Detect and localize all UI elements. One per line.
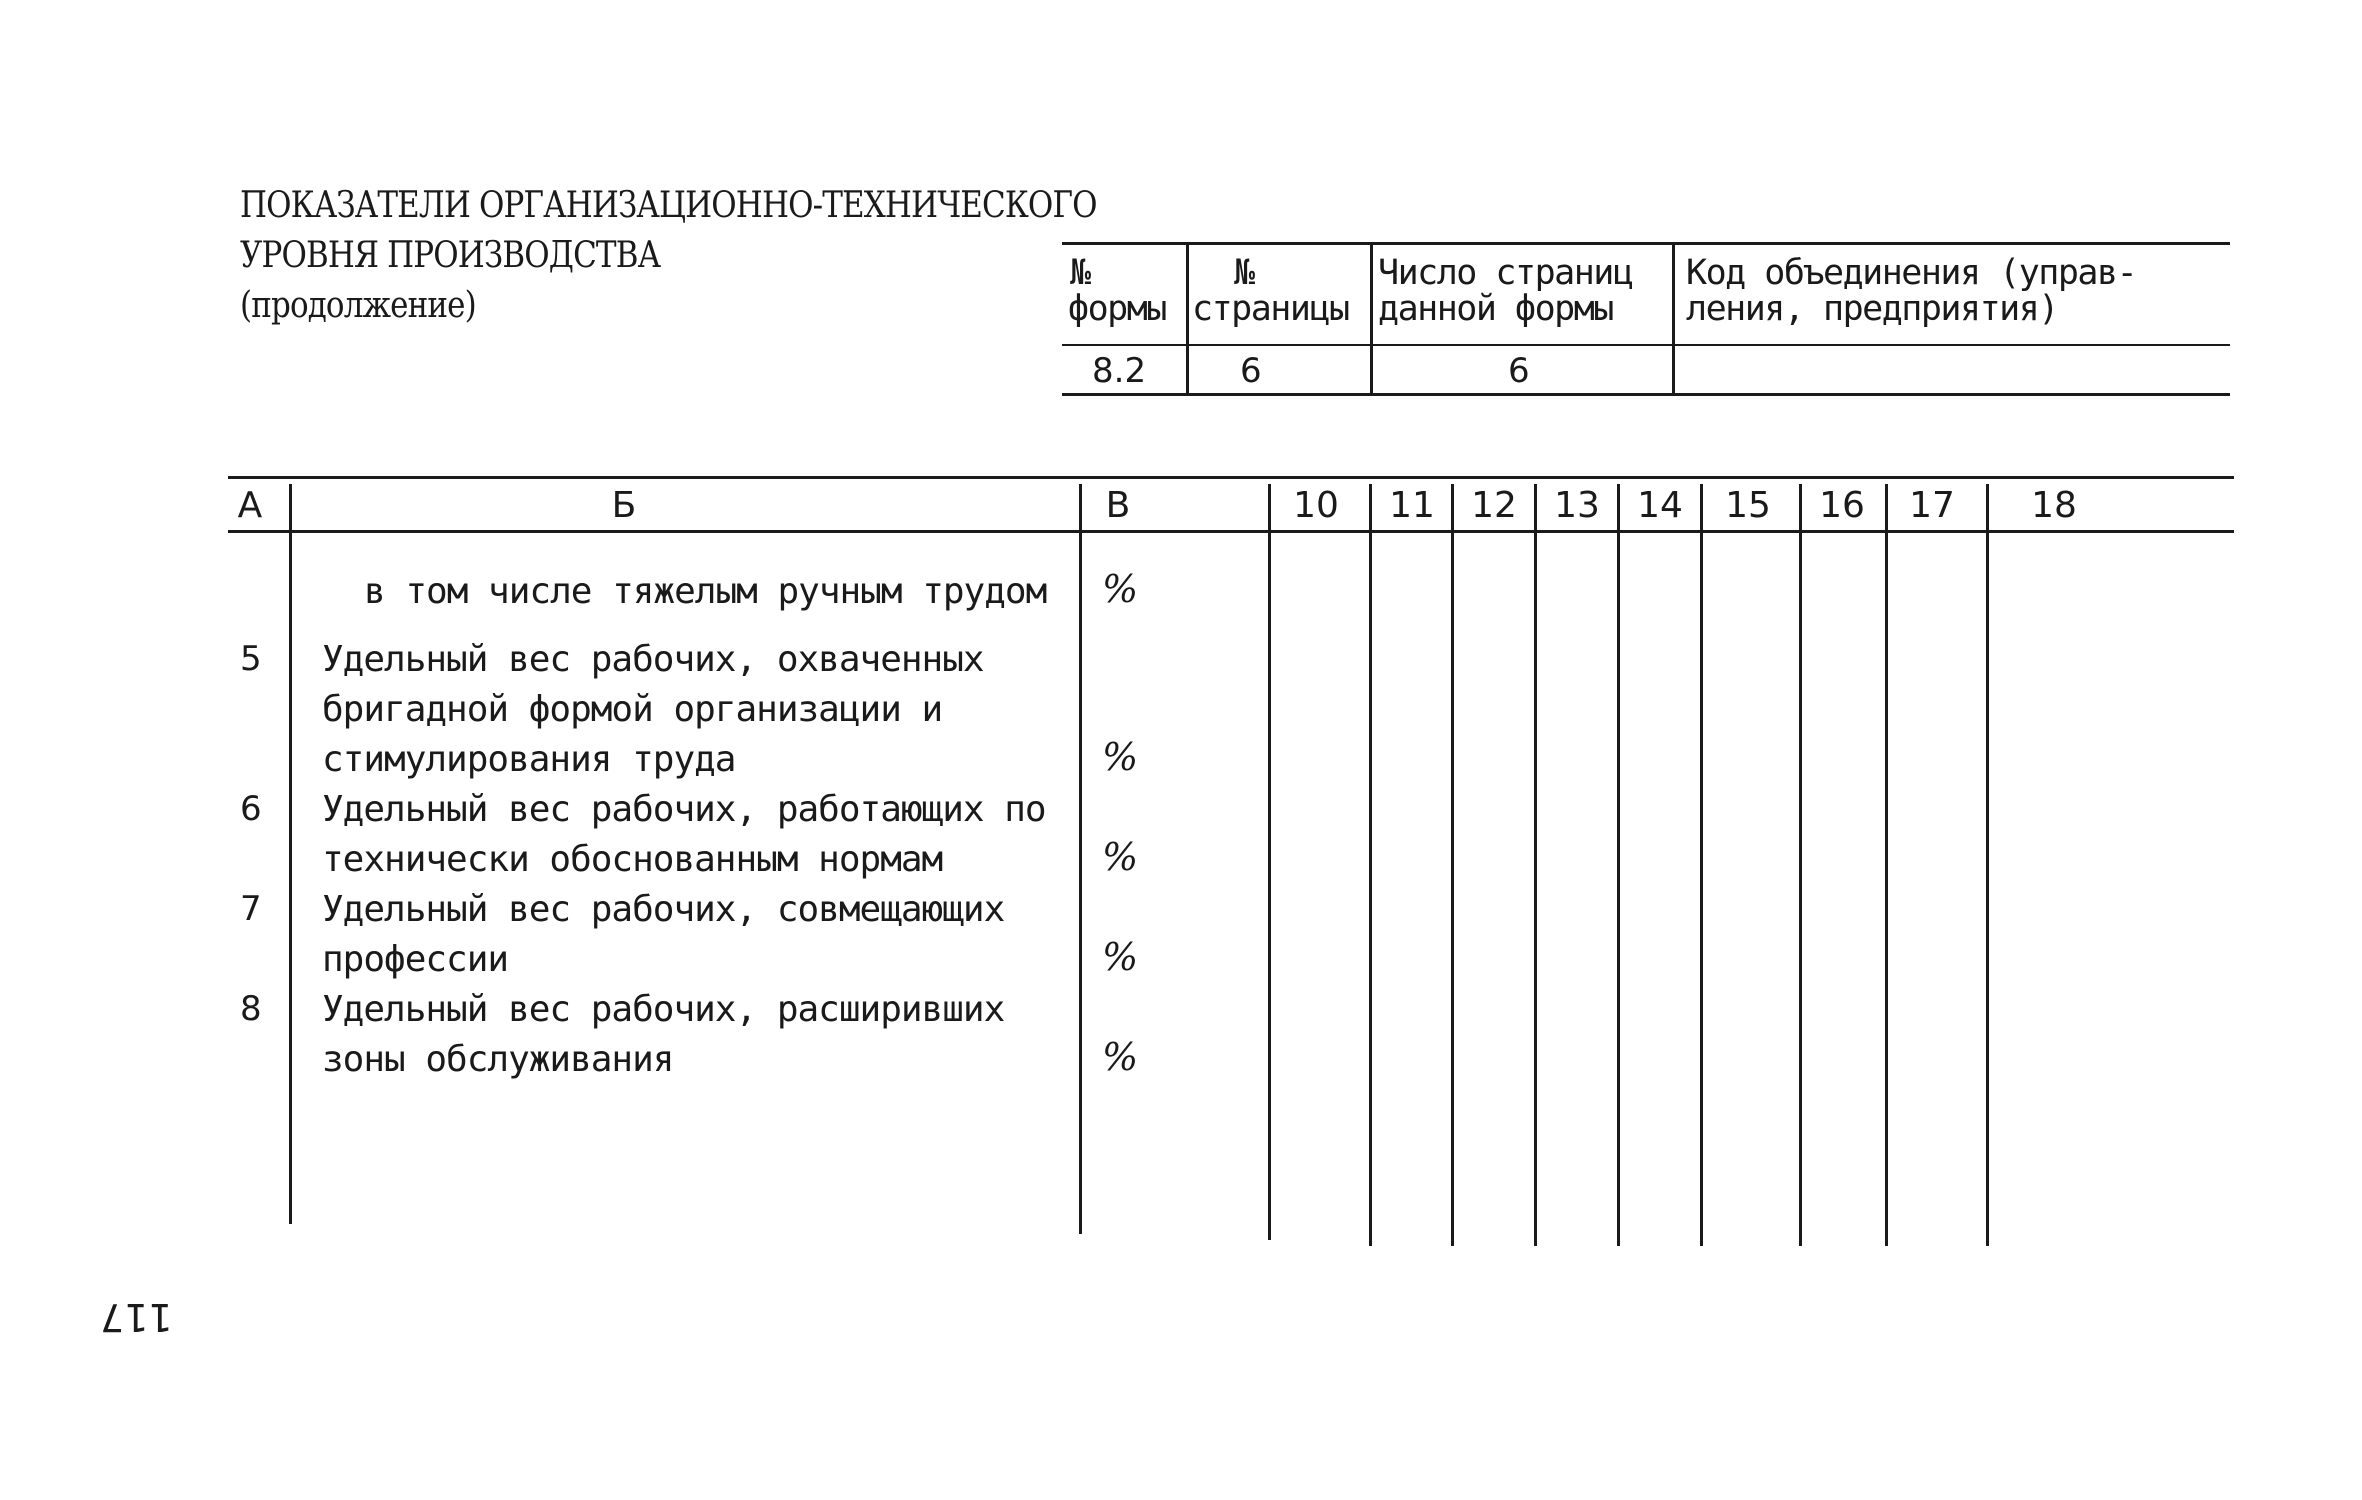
page-no-label: страницы <box>1192 289 1349 329</box>
table-header-bottom-rule <box>228 530 2234 533</box>
row-text-line: Удельный вес рабочих, совмещающих <box>322 889 1005 930</box>
column-header-17: 17 <box>1909 485 1955 526</box>
column-divider-15-16 <box>1799 484 1802 1246</box>
column-divider-14-15 <box>1700 484 1703 1246</box>
page-no-value: 6 <box>1240 351 1262 391</box>
row-number: 8 <box>240 989 262 1029</box>
form-header-bottom-rule <box>1062 393 2230 396</box>
row-unit: % <box>1102 935 1139 979</box>
column-divider-17-18 <box>1986 484 1989 1246</box>
row-text-line: Удельный вес рабочих, расширивших <box>322 989 1005 1030</box>
row-text-line: Удельный вес рабочих, охваченных <box>322 639 984 680</box>
document-title-line-2: УРОВНЯ ПРОИЗВОДСТВА <box>240 235 661 276</box>
form-header-top-rule <box>1062 242 2230 245</box>
row-number: 5 <box>240 639 262 679</box>
column-header-14: 14 <box>1637 485 1683 526</box>
row-text-line: Удельный вес рабочих, работающих по <box>322 789 1046 830</box>
column-header-16: 16 <box>1819 485 1865 526</box>
column-header-12: 12 <box>1471 485 1517 526</box>
row-unit: % <box>1102 1035 1139 1079</box>
column-header-13: 13 <box>1554 485 1600 526</box>
row-number: 6 <box>240 789 262 829</box>
column-divider-16-17 <box>1885 484 1888 1246</box>
row-text-line: бригадной формой организации и <box>322 689 943 730</box>
pages-count-label-line-2: данной формы <box>1378 289 1613 329</box>
column-header-18: 18 <box>2031 485 2077 526</box>
form-header-middle-rule <box>1062 344 2230 346</box>
column-divider-b-v <box>1079 484 1082 1234</box>
row-unit: % <box>1102 735 1139 779</box>
row-text-line: профессии <box>322 939 509 980</box>
column-divider-v-10 <box>1268 484 1271 1240</box>
form-no-label-sign: № <box>1070 253 1090 293</box>
column-header-15: 15 <box>1725 485 1771 526</box>
document-subtitle: (продолжение) <box>240 285 476 326</box>
column-divider-11-12 <box>1451 484 1454 1246</box>
column-header-11: 11 <box>1389 485 1435 526</box>
pages-count-value: 6 <box>1508 351 1530 391</box>
row-unit: % <box>1102 567 1139 611</box>
page-number: 117 <box>100 1295 173 1339</box>
form-header-divider-1 <box>1186 245 1189 395</box>
pages-count-label-line-1: Число страниц <box>1378 253 1633 293</box>
code-label-line-2: ления, предприятия) <box>1686 289 2058 329</box>
column-divider-12-13 <box>1534 484 1537 1246</box>
document-title-line-1: ПОКАЗАТЕЛИ ОРГАНИЗАЦИОННО-ТЕХНИЧЕСКОГО <box>240 185 1097 226</box>
row-text-line: зоны обслуживания <box>322 1039 674 1080</box>
row-text-line: в том числе тяжелым ручным трудом <box>364 571 1047 612</box>
row-text-line: стимулирования труда <box>322 739 736 780</box>
page-no-label-sign: № <box>1234 253 1254 293</box>
column-header-b: Б <box>611 485 637 526</box>
column-header-a: А <box>237 485 263 526</box>
column-divider-10-11 <box>1369 484 1372 1246</box>
form-header-divider-3 <box>1672 245 1675 395</box>
column-divider-a-b <box>289 484 292 1224</box>
column-header-v: В <box>1105 485 1131 526</box>
column-divider-13-14 <box>1617 484 1620 1246</box>
row-text-line: технически обоснованным нормам <box>322 839 943 880</box>
table-top-rule <box>228 476 2234 479</box>
form-no-value: 8.2 <box>1092 351 1147 391</box>
form-header-divider-2 <box>1370 245 1373 395</box>
form-no-label: формы <box>1068 289 1166 329</box>
row-number: 7 <box>240 889 262 929</box>
code-label-line-1: Код объединения (управ- <box>1686 253 2137 293</box>
row-unit: % <box>1102 835 1139 879</box>
column-header-10: 10 <box>1293 485 1339 526</box>
